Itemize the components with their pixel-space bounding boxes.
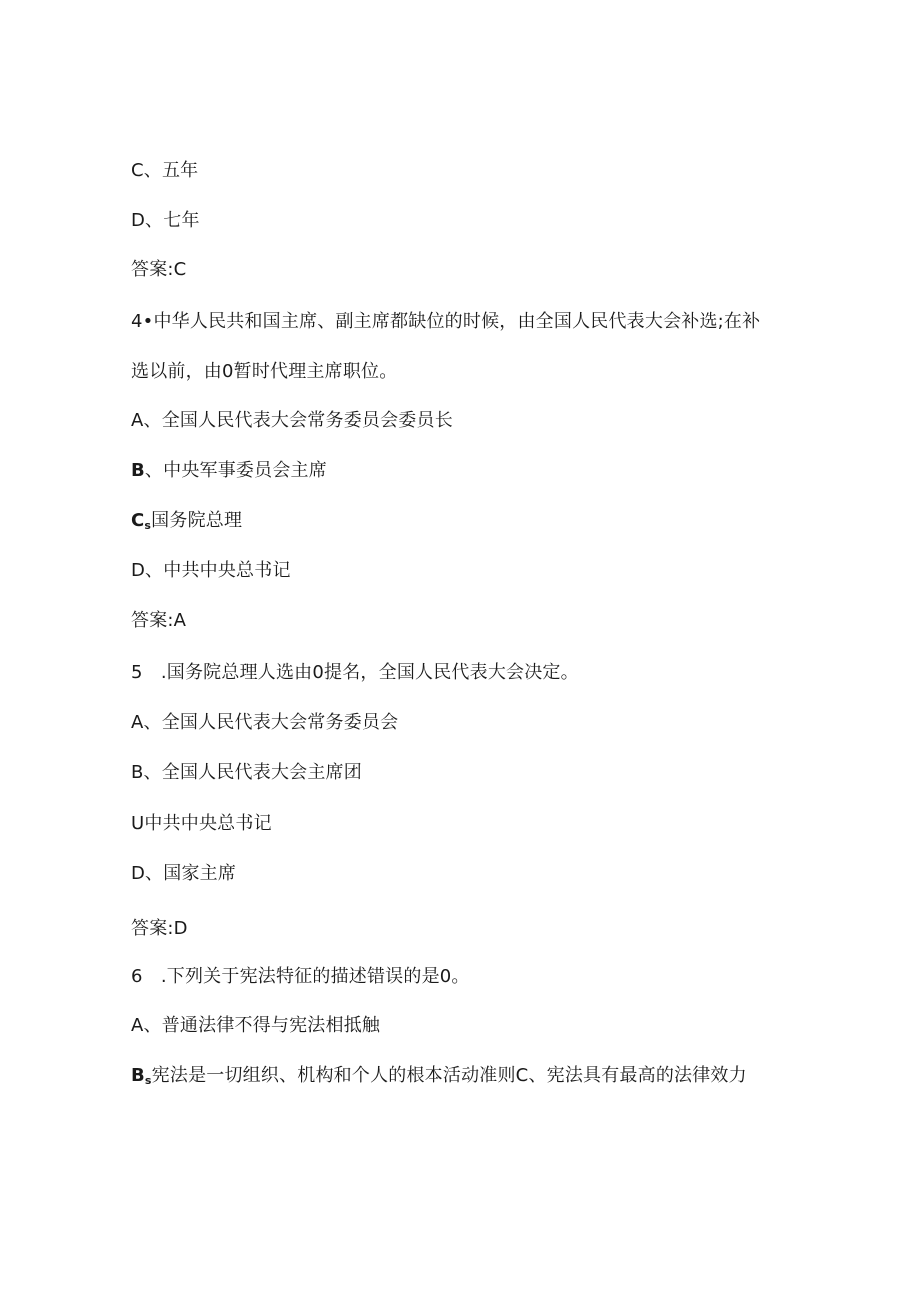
option-b-c-q6-text: 宪法是一切组织、机构和个人的根本活动准则C、宪法具有最高的法律效力 [151, 1065, 747, 1086]
option-c-q4-sub: s [144, 519, 152, 532]
option-a-q6: A、普通法律不得与宪法相抵触 [131, 1015, 381, 1036]
option-b-q4-text: 、中央军事委员会主席 [144, 460, 327, 481]
option-a-q4: A、全国人民代表大会常务委员会委员长 [131, 410, 453, 431]
option-d-q4: D、中共中央总书记 [131, 560, 291, 581]
option-c-q4-letter: C [131, 510, 145, 531]
question-4-line-2: 选以前，由0暂时代理主席职位。 [131, 361, 398, 382]
option-c-q5: U中共中央总书记 [131, 813, 272, 834]
question-5: 5 .国务院总理人选由0提名，全国人民代表大会决定。 [131, 662, 579, 683]
option-c-q4 [131, 510, 242, 537]
question-4-line-1: 4•中华人民共和国主席、副主席都缺位的时候，由全国人民代表大会补选;在补 [131, 311, 761, 332]
option-b-q6-letter: B [131, 1065, 145, 1086]
answer-q4: 答案:A [131, 610, 187, 631]
option-d-q5: D、国家主席 [131, 863, 237, 884]
option-c-q3: C、五年 [131, 160, 199, 181]
option-c-q4-text: 国务院总理 [151, 510, 243, 531]
answer-q3: 答案:C [131, 259, 187, 280]
answer-q5: 答案:D [131, 918, 188, 939]
option-b-q4-letter: B [131, 460, 145, 481]
option-b-q4 [131, 460, 327, 482]
option-a-q5: A、全国人民代表大会常务委员会 [131, 712, 399, 733]
option-d-q3: D、七年 [131, 210, 200, 231]
option-b-q5: B、全国人民代表大会主席团 [131, 762, 362, 783]
option-b-q6-sub: s [144, 1074, 152, 1087]
option-b-c-q6 [131, 1065, 747, 1092]
question-6: 6 .下列关于宪法特征的描述错误的是0。 [131, 966, 470, 987]
